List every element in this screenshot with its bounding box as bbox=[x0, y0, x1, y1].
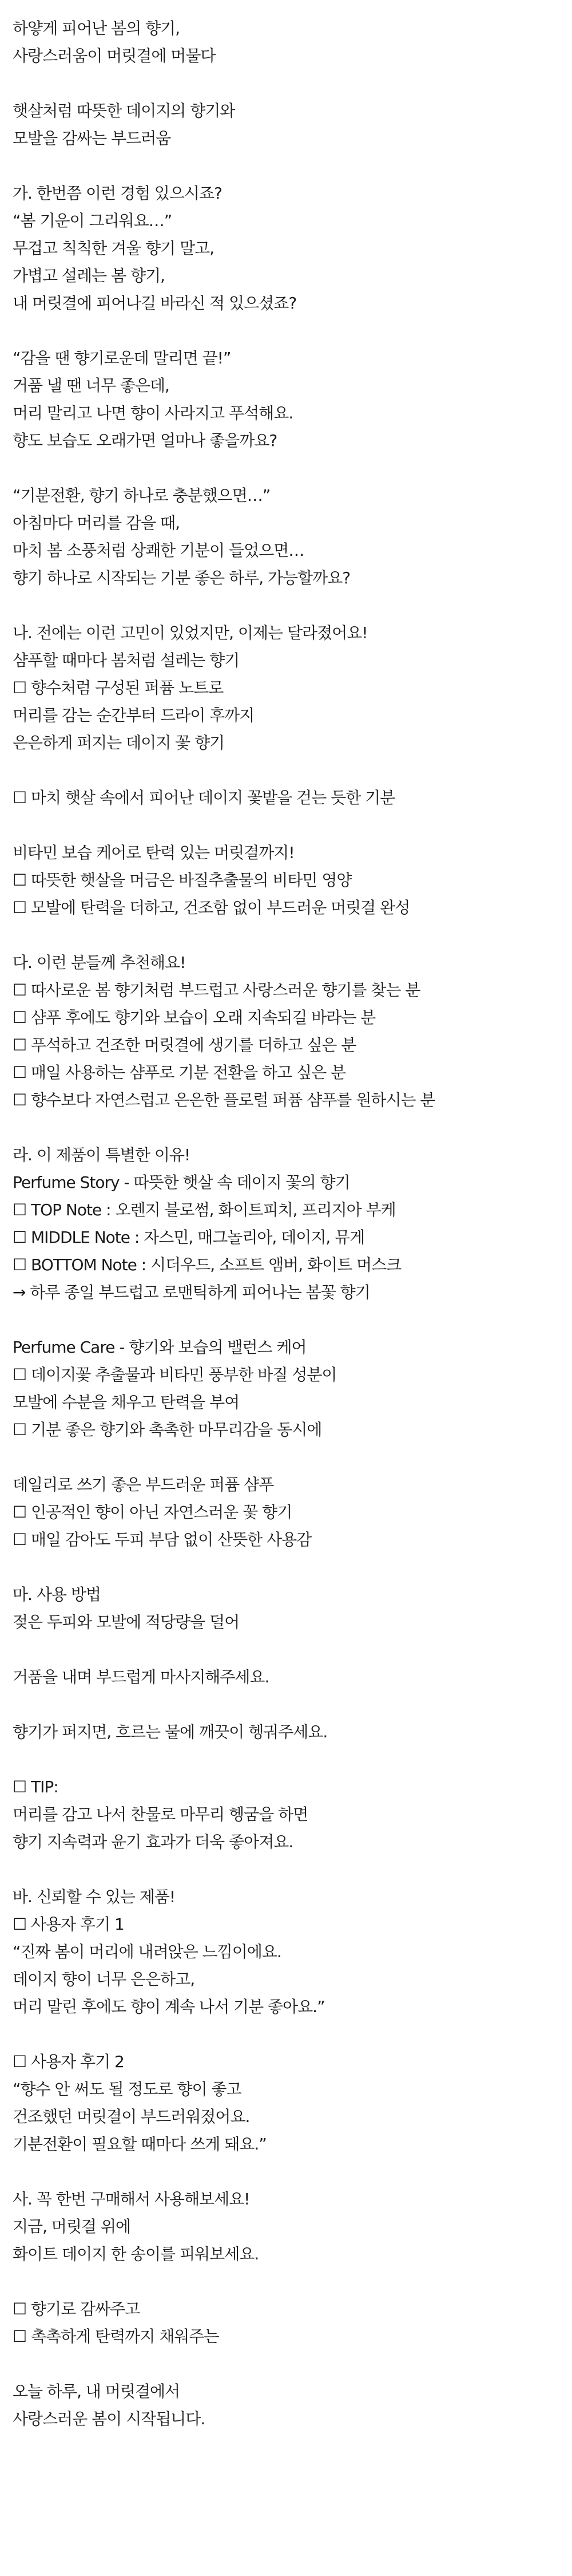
paragraph bbox=[13, 784, 562, 812]
paragraph-gap bbox=[13, 70, 562, 97]
text-line: Perfume Care - 향기와 보습의 밸런스 케어 bbox=[13, 1338, 307, 1357]
paragraph-gap bbox=[13, 757, 562, 784]
paragraph bbox=[13, 2186, 562, 2268]
paragraph bbox=[13, 1334, 562, 1444]
paragraph-gap bbox=[13, 152, 562, 180]
text-line: 사랑스러운 봄이 시작됩니다. bbox=[13, 2409, 205, 2428]
paragraph bbox=[13, 1471, 562, 1554]
paragraph-gap bbox=[13, 1746, 562, 1773]
text-line: 은은하게 퍼지는 데이지 꽃 향기 bbox=[13, 733, 225, 752]
paragraph bbox=[13, 97, 562, 152]
text-line: ☐ 매일 사용하는 샴푸로 기분 전환을 하고 싶은 분 bbox=[13, 1063, 346, 1082]
text-line: ☐ 사용자 후기 2 bbox=[13, 2052, 124, 2071]
paragraph bbox=[13, 1664, 562, 1691]
text-line: 건조했던 머릿결이 부드러워졌어요. bbox=[13, 2107, 250, 2126]
text-line: 모발을 감싸는 부드러움 bbox=[13, 129, 171, 148]
text-line: ☐ 기분 좋은 향기와 촉촉한 마무리감을 동시에 bbox=[13, 1420, 322, 1439]
text-line: 비타민 보습 케어로 탄력 있는 머릿결까지! bbox=[13, 843, 295, 862]
text-line: “감을 땐 향기로운데 말리면 끝!” bbox=[13, 349, 231, 368]
text-line: “진짜 봄이 머리에 내려앉은 느낌이에요. bbox=[13, 1942, 281, 1961]
paragraph-gap bbox=[13, 1444, 562, 1471]
text-line: “기분전환, 향기 하나로 충분했으면…” bbox=[13, 486, 271, 505]
paragraph bbox=[13, 839, 562, 922]
paragraph-gap bbox=[13, 2021, 562, 2048]
text-line: 마치 봄 소풍처럼 상쾌한 기분이 들었으면… bbox=[13, 541, 304, 560]
paragraph-gap bbox=[13, 592, 562, 619]
text-line: 머리 말리고 나면 향이 사라지고 푸석해요. bbox=[13, 404, 293, 422]
text-line: ☐ BOTTOM Note : 시더우드, 소프트 앰버, 화이트 머스크 bbox=[13, 1255, 402, 1274]
text-line: → 하루 종일 부드럽고 로맨틱하게 피어나는 봄꽃 향기 bbox=[13, 1283, 370, 1302]
text-line: 사. 꼭 한번 구매해서 사용해보세요! bbox=[13, 2190, 250, 2208]
text-line: ☐ 따뜻한 햇살을 머금은 바질추출물의 비타민 영양 bbox=[13, 871, 352, 890]
paragraph-gap bbox=[13, 812, 562, 839]
product-description-text bbox=[13, 15, 562, 2433]
text-line: 향기 지속력과 윤기 효과가 더욱 좋아져요. bbox=[13, 1832, 293, 1851]
paragraph-gap bbox=[13, 1691, 562, 1718]
paragraph bbox=[13, 949, 562, 1114]
text-line: ☐ TOP Note : 오렌지 블로썸, 화이트피치, 프리지아 부케 bbox=[13, 1200, 396, 1219]
paragraph-gap bbox=[13, 1636, 562, 1664]
text-line: 향도 보습도 오래가면 얼마나 좋을까요? bbox=[13, 431, 277, 450]
text-line: 기분전환이 필요할 때마다 쓰게 돼요.” bbox=[13, 2135, 267, 2154]
text-line: 머리 말린 후에도 향이 계속 나서 기분 좋아요.” bbox=[13, 1997, 325, 2016]
text-line: ☐ 향기로 감싸주고 bbox=[13, 2300, 140, 2318]
text-line: 화이트 데이지 한 송이를 피워보세요. bbox=[13, 2245, 259, 2263]
text-line: ☐ MIDDLE Note : 자스민, 매그놀리아, 데이지, 뮤게 bbox=[13, 1228, 365, 1247]
text-line: ☐ 인공적인 향이 아닌 자연스러운 꽃 향기 bbox=[13, 1503, 292, 1522]
paragraph-gap bbox=[13, 1554, 562, 1581]
paragraph bbox=[13, 1581, 562, 1636]
paragraph bbox=[13, 2296, 562, 2350]
text-line: 거품을 내며 부드럽게 마사지해주세요. bbox=[13, 1668, 269, 1686]
text-line: 거품 낼 땐 너무 좋은데, bbox=[13, 376, 169, 395]
text-line: 머리를 감는 순간부터 드라이 후까지 bbox=[13, 706, 255, 725]
text-line: 샴푸할 때마다 봄처럼 설레는 향기 bbox=[13, 651, 240, 670]
paragraph bbox=[13, 1883, 562, 2021]
text-line: ☐ 데이지꽃 추출물과 비타민 풍부한 바질 성분이 bbox=[13, 1365, 337, 1384]
text-line: 나. 전에는 이런 고민이 있었지만, 이제는 달라졌어요! bbox=[13, 623, 368, 642]
paragraph bbox=[13, 1718, 562, 1746]
text-line: 데이지 향이 너무 은은하고, bbox=[13, 1970, 195, 1989]
paragraph bbox=[13, 180, 562, 317]
paragraph-gap bbox=[13, 455, 562, 482]
text-line: 향기가 퍼지면, 흐르는 물에 깨끗이 헹궈주세요. bbox=[13, 1722, 328, 1741]
text-line: ☐ 촉촉하게 탄력까지 채워주는 bbox=[13, 2327, 219, 2346]
text-line: 가볍고 설레는 봄 향기, bbox=[13, 266, 165, 285]
text-line: 라. 이 제품이 특별한 이유! bbox=[13, 1145, 190, 1164]
text-line: 향기 하나로 시작되는 기분 좋은 하루, 가능할까요? bbox=[13, 568, 351, 587]
paragraph bbox=[13, 619, 562, 757]
text-line: Perfume Story - 따뜻한 햇살 속 데이지 꽃의 향기 bbox=[13, 1173, 350, 1192]
text-line: ☐ 매일 감아도 두피 부담 없이 산뜻한 사용감 bbox=[13, 1530, 312, 1549]
text-line: 데일리로 쓰기 좋은 부드러운 퍼퓸 샴푸 bbox=[13, 1475, 274, 1494]
paragraph-gap bbox=[13, 2268, 562, 2296]
paragraph bbox=[13, 1141, 562, 1306]
text-line: 무겁고 칙칙한 겨울 향기 말고, bbox=[13, 239, 214, 258]
text-line: ☐ 사용자 후기 1 bbox=[13, 1915, 124, 1934]
text-line: 하얗게 피어난 봄의 향기, bbox=[13, 19, 180, 38]
paragraph bbox=[13, 15, 562, 70]
text-line: 젖은 두피와 모발에 적당량을 덜어 bbox=[13, 1613, 240, 1631]
paragraph-gap bbox=[13, 2350, 562, 2378]
paragraph bbox=[13, 2048, 562, 2158]
paragraph-gap bbox=[13, 1856, 562, 1883]
paragraph-gap bbox=[13, 2158, 562, 2186]
paragraph bbox=[13, 482, 562, 592]
paragraph-gap bbox=[13, 922, 562, 949]
text-line: 다. 이런 분들께 추천해요! bbox=[13, 953, 186, 972]
paragraph-gap bbox=[13, 1306, 562, 1334]
text-line: 오늘 하루, 내 머릿결에서 bbox=[13, 2382, 180, 2401]
text-line: 내 머릿결에 피어나길 바라신 적 있으셨죠? bbox=[13, 294, 297, 313]
text-line: 모발에 수분을 채우고 탄력을 부여 bbox=[13, 1393, 240, 1412]
text-line: ☐ 향수처럼 구성된 퍼퓸 노트로 bbox=[13, 678, 224, 697]
paragraph bbox=[13, 345, 562, 455]
text-line: 머리를 감고 나서 찬물로 마무리 헹굼을 하면 bbox=[13, 1805, 308, 1824]
text-line: “향수 안 써도 될 정도로 향이 좋고 bbox=[13, 2080, 241, 2099]
text-line: 사랑스러움이 머릿결에 머물다 bbox=[13, 46, 216, 65]
paragraph bbox=[13, 1773, 562, 1856]
paragraph-gap bbox=[13, 1114, 562, 1141]
text-line: “봄 기운이 그리워요…” bbox=[13, 211, 172, 230]
paragraph bbox=[13, 2378, 562, 2433]
text-line: ☐ 마치 햇살 속에서 피어난 데이지 꽃밭을 걷는 듯한 기분 bbox=[13, 788, 395, 807]
text-line: 아침마다 머리를 감을 때, bbox=[13, 513, 180, 532]
text-line: ☐ TIP: bbox=[13, 1777, 58, 1796]
text-line: 지금, 머릿결 위에 bbox=[13, 2217, 131, 2236]
text-line: 햇살처럼 따뜻한 데이지의 향기와 bbox=[13, 101, 235, 120]
text-line: ☐ 푸석하고 건조한 머릿결에 생기를 더하고 싶은 분 bbox=[13, 1036, 356, 1054]
text-line: 바. 신뢰할 수 있는 제품! bbox=[13, 1887, 176, 1906]
text-line: 가. 한번쯤 이런 경험 있으시죠? bbox=[13, 184, 222, 203]
text-line: ☐ 샴푸 후에도 향기와 보습이 오래 지속되길 바라는 분 bbox=[13, 1008, 376, 1027]
paragraph-gap bbox=[13, 317, 562, 345]
text-line: ☐ 향수보다 자연스럽고 은은한 플로럴 퍼퓸 샴푸를 원하시는 분 bbox=[13, 1091, 435, 1109]
text-line: ☐ 따사로운 봄 향기처럼 부드럽고 사랑스러운 향기를 찾는 분 bbox=[13, 981, 420, 999]
text-line: ☐ 모발에 탄력을 더하고, 건조함 없이 부드러운 머릿결 완성 bbox=[13, 898, 410, 917]
text-line: 마. 사용 방법 bbox=[13, 1585, 101, 1604]
